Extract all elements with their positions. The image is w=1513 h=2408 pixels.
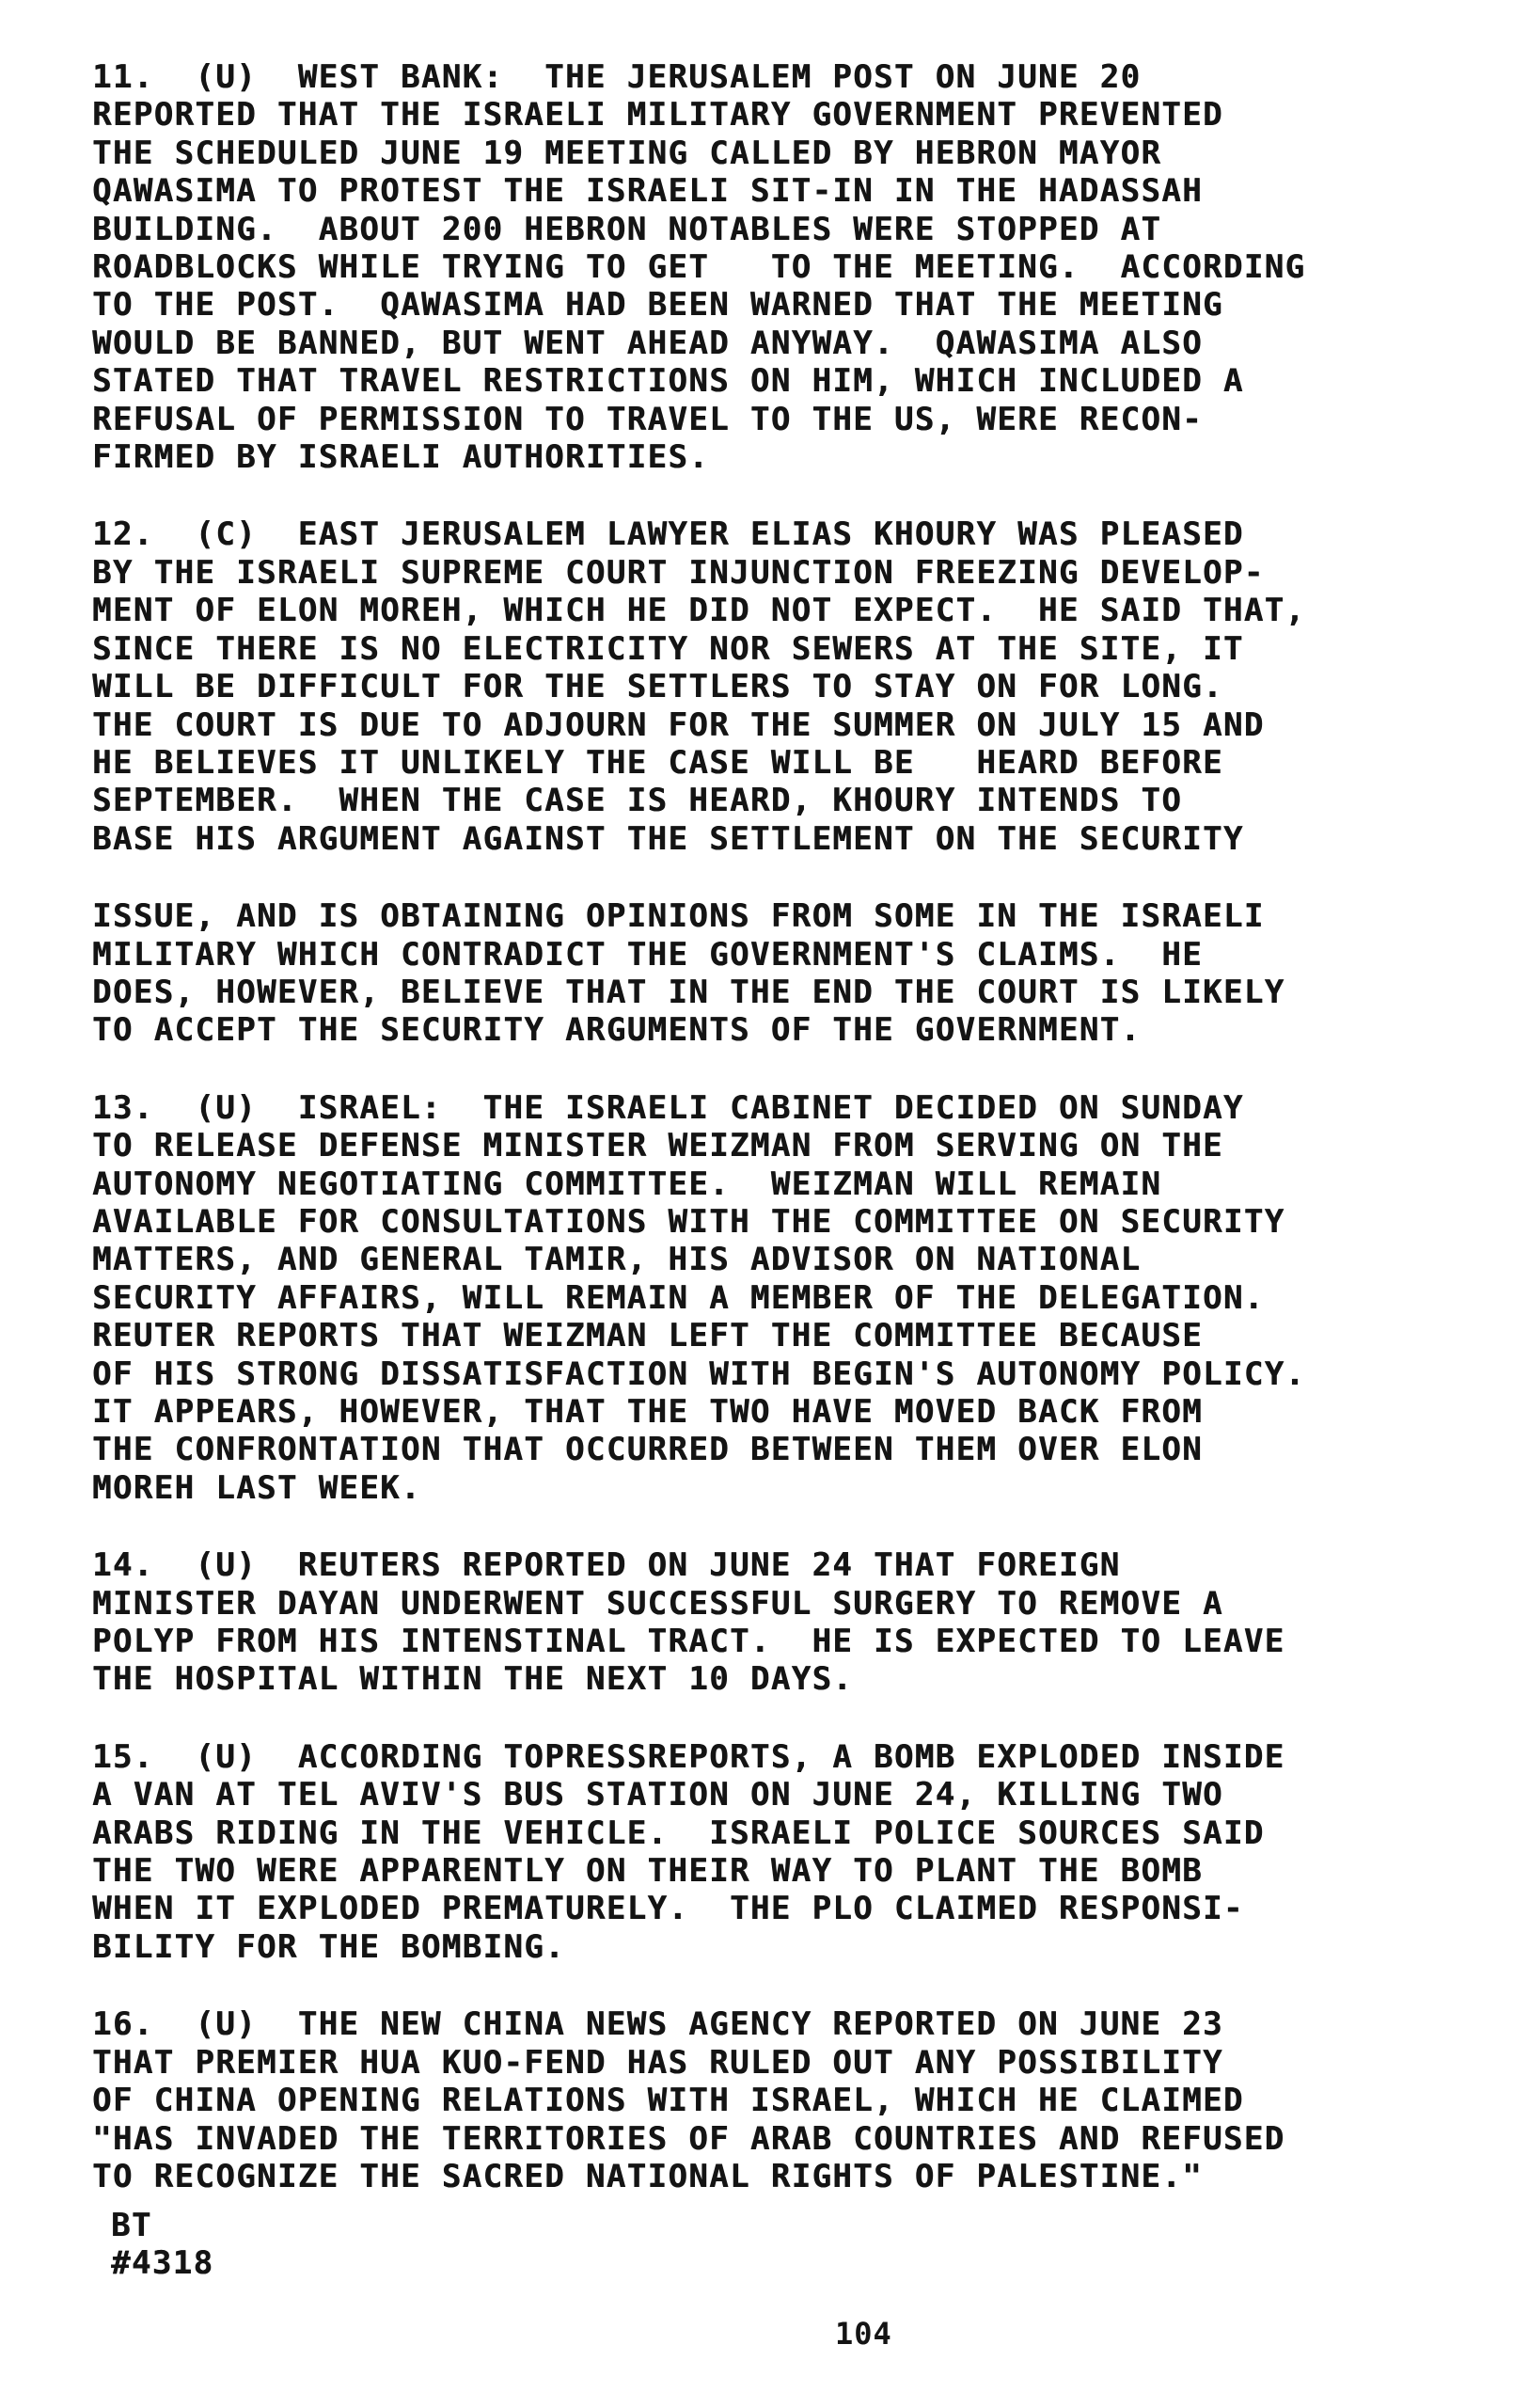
text-line: SECURITY AFFAIRS, WILL REMAIN A MEMBER OF THE DELEGATION. — [92, 1278, 1265, 1317]
text-line: STATED THAT TRAVEL RESTRICTIONS ON HIM, WHICH INCLUDED A — [92, 362, 1244, 401]
text-line: ARABS RIDING IN THE VEHICLE. ISRAELI POLICE SOURCES SAID — [92, 1814, 1265, 1852]
text-line: A VAN AT TEL AVIV'S BUS STATION ON JUNE 24, KILLING TWO — [92, 1776, 1223, 1814]
document-body — [92, 58, 1446, 2195]
paragraph-13 — [92, 1089, 1446, 1507]
paragraph-gap — [92, 858, 1446, 897]
text-line: WHEN IT EXPLODED PREMATURELY. THE PLO CLAIMED RESPONSI- — [92, 1890, 1244, 1928]
text-line: ISSUE, AND IS OBTAINING OPINIONS FROM SOME IN THE ISRAELI — [92, 897, 1265, 936]
text-line: MOREH LAST WEEK. — [92, 1468, 421, 1507]
text-line: SINCE THERE IS NO ELECTRICITY NOR SEWERS AT THE SITE, IT — [92, 629, 1244, 668]
text-line: MILITARY WHICH CONTRADICT THE GOVERNMENT'S CLAIMS. HE — [92, 935, 1203, 974]
text-line: REUTER REPORTS THAT WEIZMAN LEFT THE COMMITTEE BECAUSE — [92, 1317, 1203, 1355]
paragraph-16 — [92, 2005, 1446, 2195]
text-line: OF HIS STRONG DISSATISFACTION WITH BEGIN'S AUTONOMY POLICY. — [92, 1354, 1306, 1393]
break-marker: BT — [111, 2207, 152, 2244]
text-line: BASE HIS ARGUMENT AGAINST THE SETTLEMENT ON THE SECURITY — [92, 819, 1244, 858]
text-line: ROADBLOCKS WHILE TRYING TO GET TO THE MEETING. ACCORDING — [92, 248, 1306, 287]
text-line: THE TWO WERE APPARENTLY ON THEIR WAY TO PLANT THE BOMB — [92, 1852, 1203, 1891]
text-line: 15. (U) ACCORDING TOPRESSREPORTS, A BOMB EXPLODED INSIDE — [92, 1737, 1285, 1776]
text-line: "HAS INVADED THE TERRITORIES OF ARAB COUNTRIES AND REFUSED — [92, 2119, 1285, 2158]
paragraph-gap — [92, 1507, 1446, 1546]
text-line: FIRMED BY ISRAELI AUTHORITIES. — [92, 438, 710, 477]
text-line: BY THE ISRAELI SUPREME COURT INJUNCTION FREEZING DEVELOP- — [92, 553, 1265, 592]
text-line: AVAILABLE FOR CONSULTATIONS WITH THE COMMITTEE ON SECURITY — [92, 1202, 1285, 1241]
text-line: OF CHINA OPENING RELATIONS WITH ISRAEL, WHICH HE CLAIMED — [92, 2082, 1244, 2120]
text-line: THAT PREMIER HUA KUO-FEND HAS RULED OUT ANY POSSIBILITY — [92, 2043, 1223, 2082]
text-line: THE CONFRONTATION THAT OCCURRED BETWEEN THEM OVER ELON — [92, 1431, 1203, 1469]
text-line: TO THE POST. QAWASIMA HAD BEEN WARNED THAT THE MEETING — [92, 286, 1223, 325]
message-number: #4318 — [111, 2244, 214, 2282]
text-line: MENT OF ELON MOREH, WHICH HE DID NOT EXPECT. HE SAID THAT, — [92, 592, 1306, 630]
text-line: DOES, HOWEVER, BELIEVE THAT IN THE END THE COURT IS LIKELY — [92, 973, 1285, 1011]
text-line: TO ACCEPT THE SECURITY ARGUMENTS OF THE GOVERNMENT. — [92, 1011, 1142, 1050]
text-line: BUILDING. ABOUT 200 HEBRON NOTABLES WERE STOPPED AT — [92, 210, 1162, 248]
text-line: BILITY FOR THE BOMBING. — [92, 1927, 566, 1966]
text-line: THE SCHEDULED JUNE 19 MEETING CALLED BY HEBRON MAYOR — [92, 134, 1162, 172]
paragraph-14 — [92, 1546, 1446, 1699]
paragraph-15 — [92, 1738, 1446, 1966]
text-line: 14. (U) REUTERS REPORTED ON JUNE 24 THAT FOREIGN — [92, 1546, 1121, 1585]
text-line: MINISTER DAYAN UNDERWENT SUCCESSFUL SURGERY TO REMOVE A — [92, 1584, 1223, 1623]
text-line: 11. (U) WEST BANK: THE JERUSALEM POST ON JUNE 20 — [92, 58, 1142, 96]
text-line: THE HOSPITAL WITHIN THE NEXT 10 DAYS. — [92, 1660, 854, 1699]
text-line: 13. (U) ISRAEL: THE ISRAELI CABINET DECIDED ON SUNDAY — [92, 1088, 1244, 1127]
paragraph-gap — [92, 1966, 1446, 2005]
text-line: HE BELIEVES IT UNLIKELY THE CASE WILL BE HEARD BEFORE — [92, 743, 1223, 782]
message-footer — [111, 2207, 213, 2282]
text-line: SEPTEMBER. WHEN THE CASE IS HEARD, KHOURY INTENDS TO — [92, 782, 1183, 820]
text-line: REPORTED THAT THE ISRAELI MILITARY GOVERNMENT PREVENTED — [92, 96, 1223, 135]
paragraph-gap — [92, 1050, 1446, 1089]
text-line: 16. (U) THE NEW CHINA NEWS AGENCY REPORTED ON JUNE 23 — [92, 2005, 1223, 2044]
text-line: TO RELEASE DEFENSE MINISTER WEIZMAN FROM SERVING ON THE — [92, 1127, 1223, 1165]
text-line: MATTERS, AND GENERAL TAMIR, HIS ADVISOR ON NATIONAL — [92, 1241, 1142, 1279]
text-line: IT APPEARS, HOWEVER, THAT THE TWO HAVE MOVED BACK FROM — [92, 1393, 1203, 1431]
paragraph-gap — [92, 1699, 1446, 1738]
text-line: REFUSAL OF PERMISSION TO TRAVEL TO THE US, WERE RECON- — [92, 400, 1203, 438]
paragraph-gap — [92, 476, 1446, 515]
text-line: WOULD BE BANNED, BUT WENT AHEAD ANYWAY. QAWASIMA ALSO — [92, 324, 1203, 362]
page-number: 104 — [835, 2316, 892, 2352]
text-line: AUTONOMY NEGOTIATING COMMITTEE. WEIZMAN WILL REMAIN — [92, 1164, 1162, 1203]
paragraph-12 — [92, 515, 1446, 858]
paragraph-12-continued — [92, 897, 1446, 1050]
text-line: THE COURT IS DUE TO ADJOURN FOR THE SUMMER ON JULY 15 AND — [92, 705, 1265, 744]
text-line: POLYP FROM HIS INTENSTINAL TRACT. HE IS EXPECTED TO LEAVE — [92, 1623, 1285, 1661]
text-line: 12. (C) EAST JERUSALEM LAWYER ELIAS KHOURY WAS PLEASED — [92, 515, 1244, 554]
text-line: QAWASIMA TO PROTEST THE ISRAELI SIT-IN IN THE HADASSAH — [92, 172, 1203, 211]
text-line: TO RECOGNIZE THE SACRED NATIONAL RIGHTS OF PALESTINE." — [92, 2157, 1203, 2195]
text-line: WILL BE DIFFICULT FOR THE SETTLERS TO STAY ON FOR LONG. — [92, 668, 1223, 706]
paragraph-11 — [92, 58, 1446, 476]
